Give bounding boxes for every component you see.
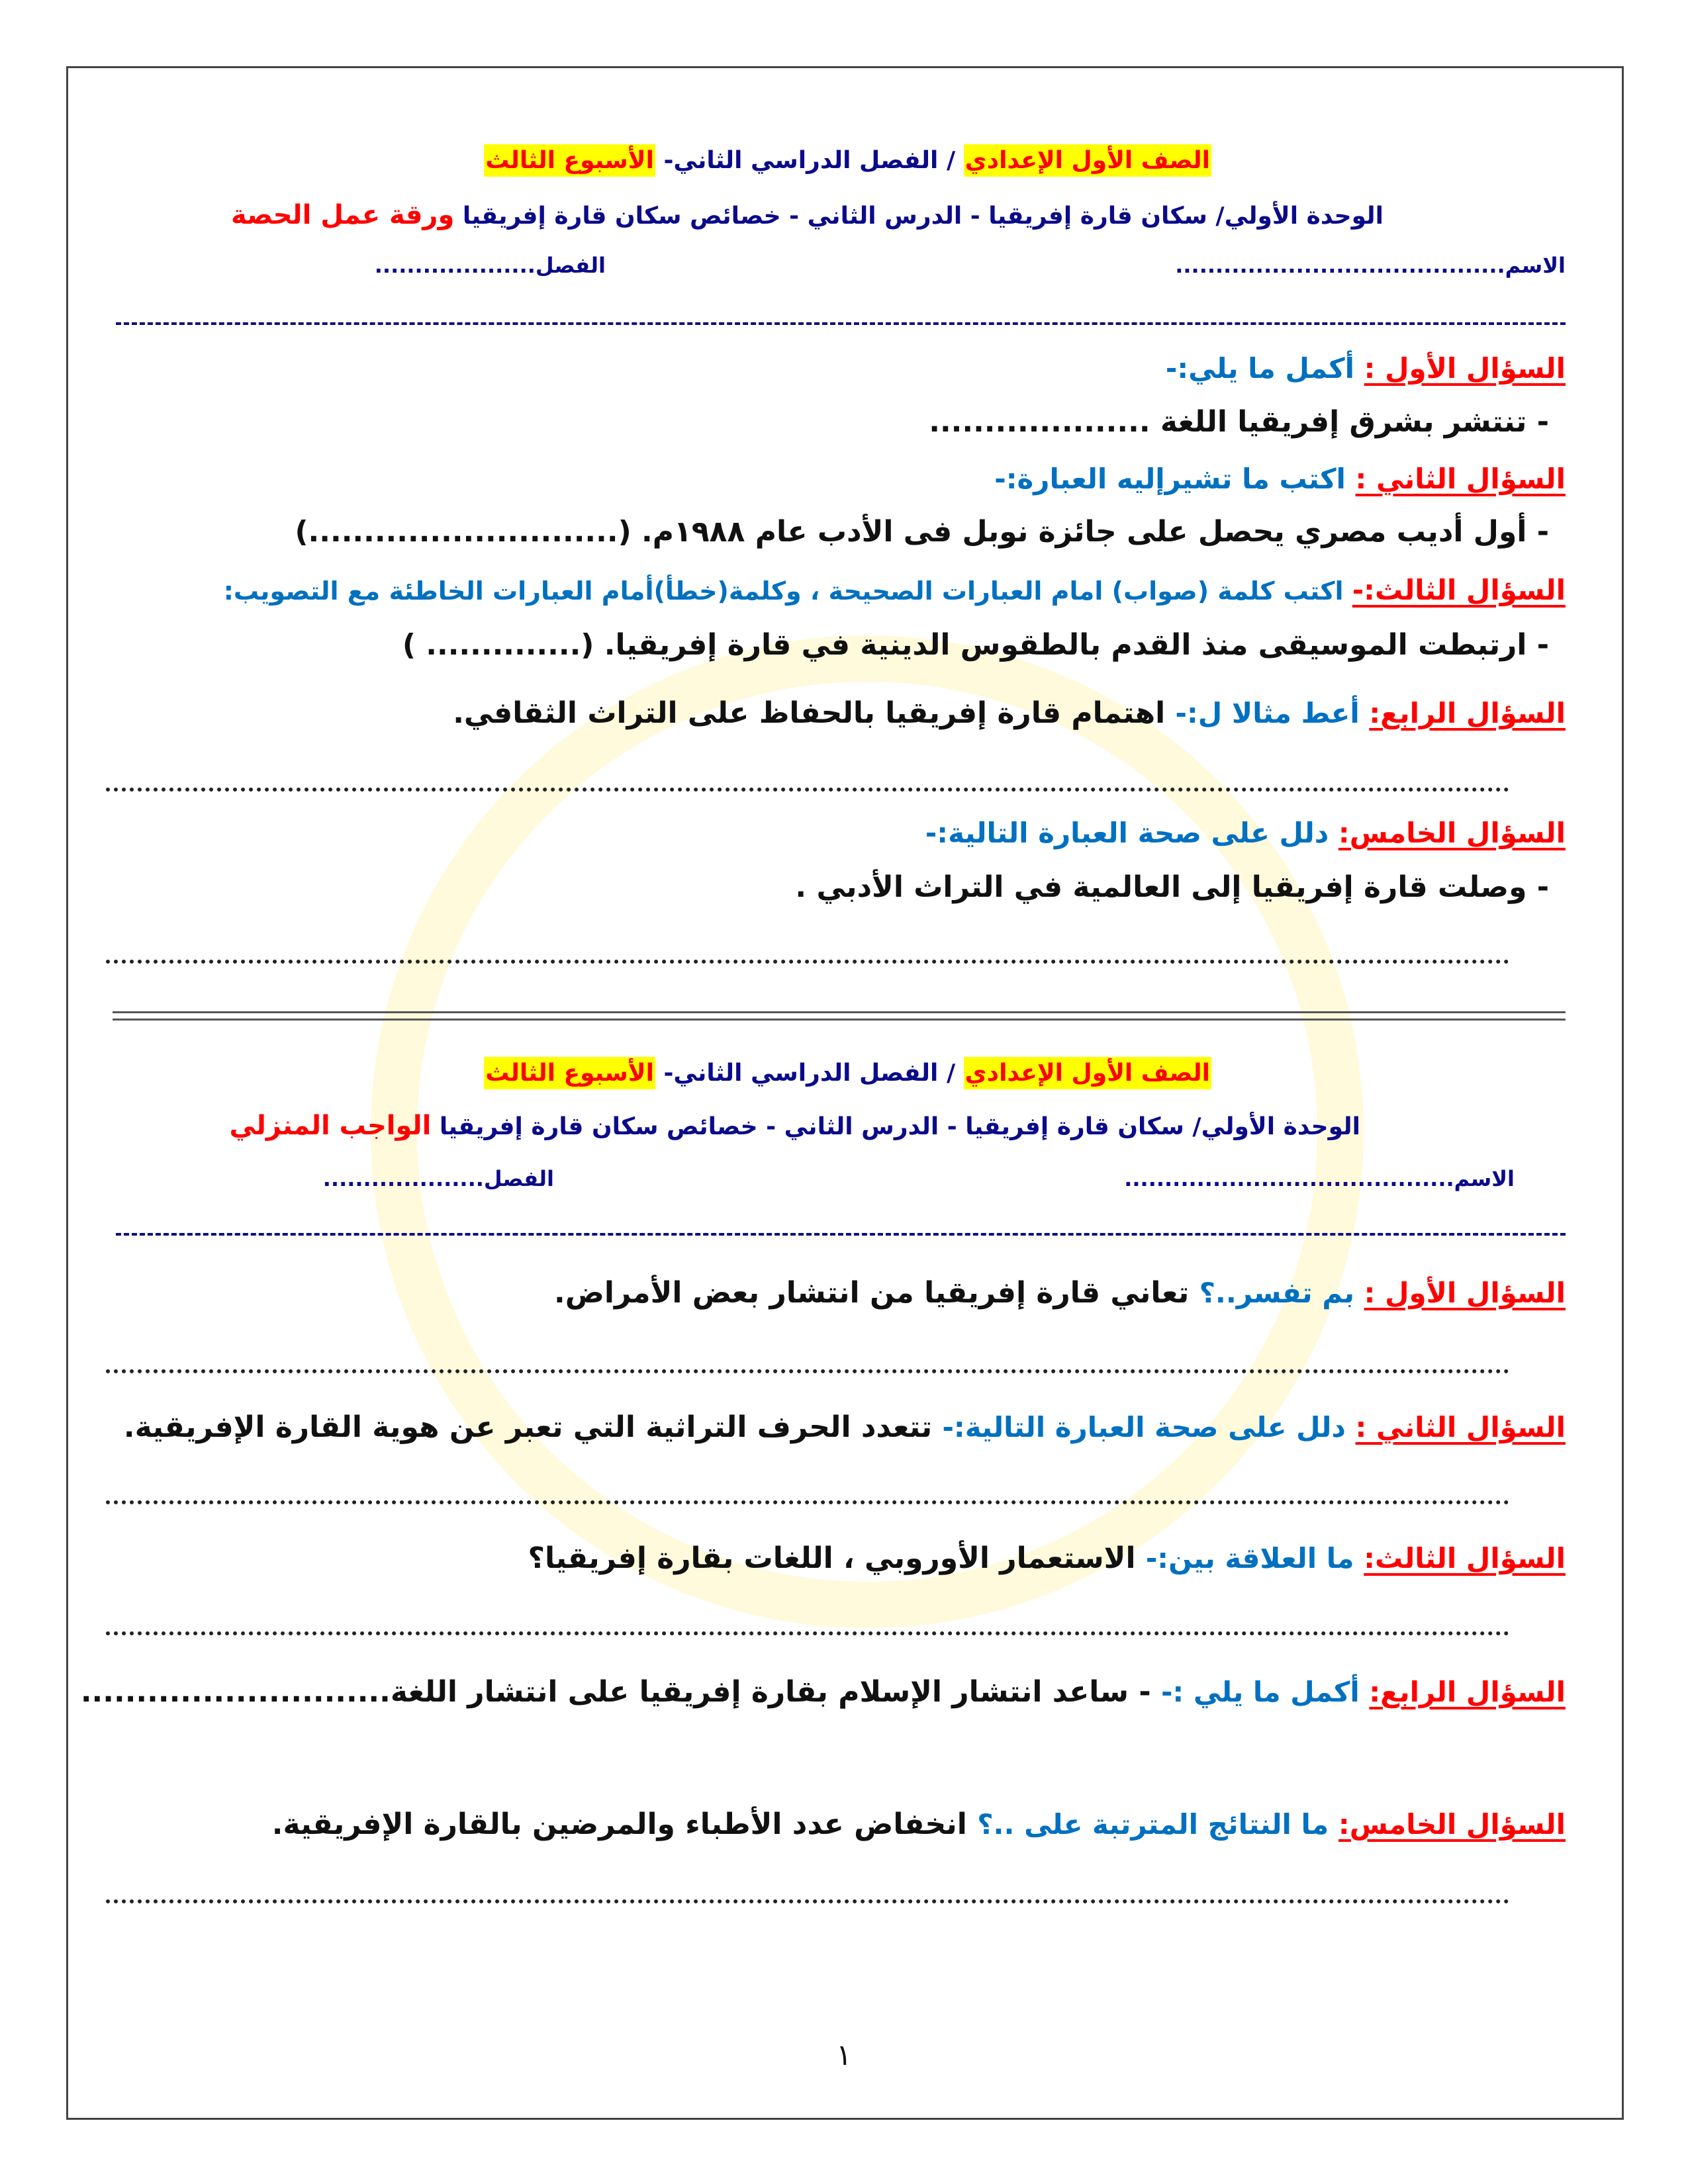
cw-q1-item: - تنتشر بشرق إفريقيا اللغة .................... (929, 405, 1549, 439)
term-label: الفصل الدراسي الثاني (673, 1060, 939, 1087)
hw-question-5: السؤال الخامس: ما النتائج المترتبة على ..؟ انخفاض عدد الأطباء والمرضين بالقارة الإفريقية. (271, 1807, 1566, 1841)
hw-question-2: السؤال الثاني : دلل على صحة العبارة التالية:- تتعدد الحرف التراثية التي تعبر عن هوية القارة الإفريقية. (123, 1410, 1566, 1444)
page-number: ١ (836, 2038, 852, 2072)
hw-question-4: السؤال الرابع: أكمل ما يلي :- - ساعد انتشار الإسلام بقارة إفريقيا على انتشار اللغة............................ (80, 1675, 1566, 1709)
cw-question-5: السؤال الخامس: دلل على صحة العبارة التالية:- (925, 817, 1566, 849)
hw-question-3: السؤال الثالث: ما العلاقة بين:- الاستعمار الأوروبي ، اللغات بقارة إفريقيا؟ (528, 1541, 1566, 1575)
sheet-type: الواجب المنزلي (229, 1111, 432, 1141)
section-separator (113, 1011, 1566, 1021)
answer-line[interactable] (106, 1631, 1509, 1635)
class-field[interactable]: الفصل.................... (322, 1166, 554, 1191)
sheet-type: ورقة عمل الحصة (231, 200, 455, 230)
cw-question-2: السؤال الثاني : اكتب ما تشيرإليه العبارة:- (994, 463, 1566, 495)
answer-line[interactable] (106, 960, 1509, 964)
cw-q2-item: - أول أديب مصري يحصل على جائزة نوبل فى الأدب عام ١٩٨٨م. (............................) (295, 515, 1549, 549)
cw-question-4: السؤال الرابع: أعط مثالا ل:- اهتمام قارة إفريقيا بالحفاظ على التراث الثقافي. (453, 696, 1566, 730)
answer-line[interactable] (106, 1500, 1509, 1504)
cw-question-1: السؤال الأول : أكمل ما يلي:- (1165, 352, 1566, 385)
hw-question-1: السؤال الأول : بم تفسر..؟ تعاني قارة إفريقيا من انتشار بعض الأمراض. (553, 1276, 1566, 1310)
cw-q3-item: - ارتبطت الموسيقى منذ القدم بالطقوس الدينية في قارة إفريقيا. (.............. ) (402, 628, 1549, 662)
name-field[interactable]: الاسم......................................... (1175, 253, 1566, 278)
term-label: الفصل الدراسي الثاني (673, 147, 939, 174)
grade-label: الصف الأول الإعدادي (964, 1057, 1211, 1089)
divider (116, 322, 1566, 325)
classwork-subtitle (231, 200, 1383, 230)
class-field[interactable]: الفصل.................... (374, 253, 606, 278)
grade-label: الصف الأول الإعدادي (964, 144, 1211, 177)
divider (116, 1233, 1566, 1236)
unit-lesson: الوحدة الأولي/ سكان قارة إفريقيا - الدرس الثاني - خصائص سكان قارة إفريقيا (462, 203, 1383, 230)
unit-lesson: الوحدة الأولي/ سكان قارة إفريقيا - الدرس الثاني - خصائص سكان قارة إفريقيا (439, 1113, 1360, 1140)
cw-question-3: السؤال الثالث:- اكتب كلمة (صواب) امام العبارات الصحيحة ، وكلمة(خطأ)أمام العبارات الخاطئة مع التصويب: (223, 574, 1566, 606)
name-field[interactable]: الاسم......................................... (1124, 1166, 1515, 1191)
homework-subtitle (229, 1111, 1360, 1141)
cw-q5-item: - وصلت قارة إفريقيا إلى العالمية في التراث الأدبي . (795, 870, 1549, 904)
answer-line[interactable] (106, 1899, 1509, 1903)
answer-line[interactable] (106, 1369, 1509, 1373)
homework-title: الصف الأول الإعدادي / الفصل الدراسي الثاني- الأسبوع الثالث (484, 1060, 1211, 1087)
week-label: الأسبوع الثالث (484, 144, 655, 177)
answer-line[interactable] (106, 788, 1509, 792)
week-label: الأسبوع الثالث (484, 1057, 655, 1089)
classwork-title: الصف الأول الإعدادي / الفصل الدراسي الثاني- الأسبوع الثالث (484, 147, 1211, 174)
